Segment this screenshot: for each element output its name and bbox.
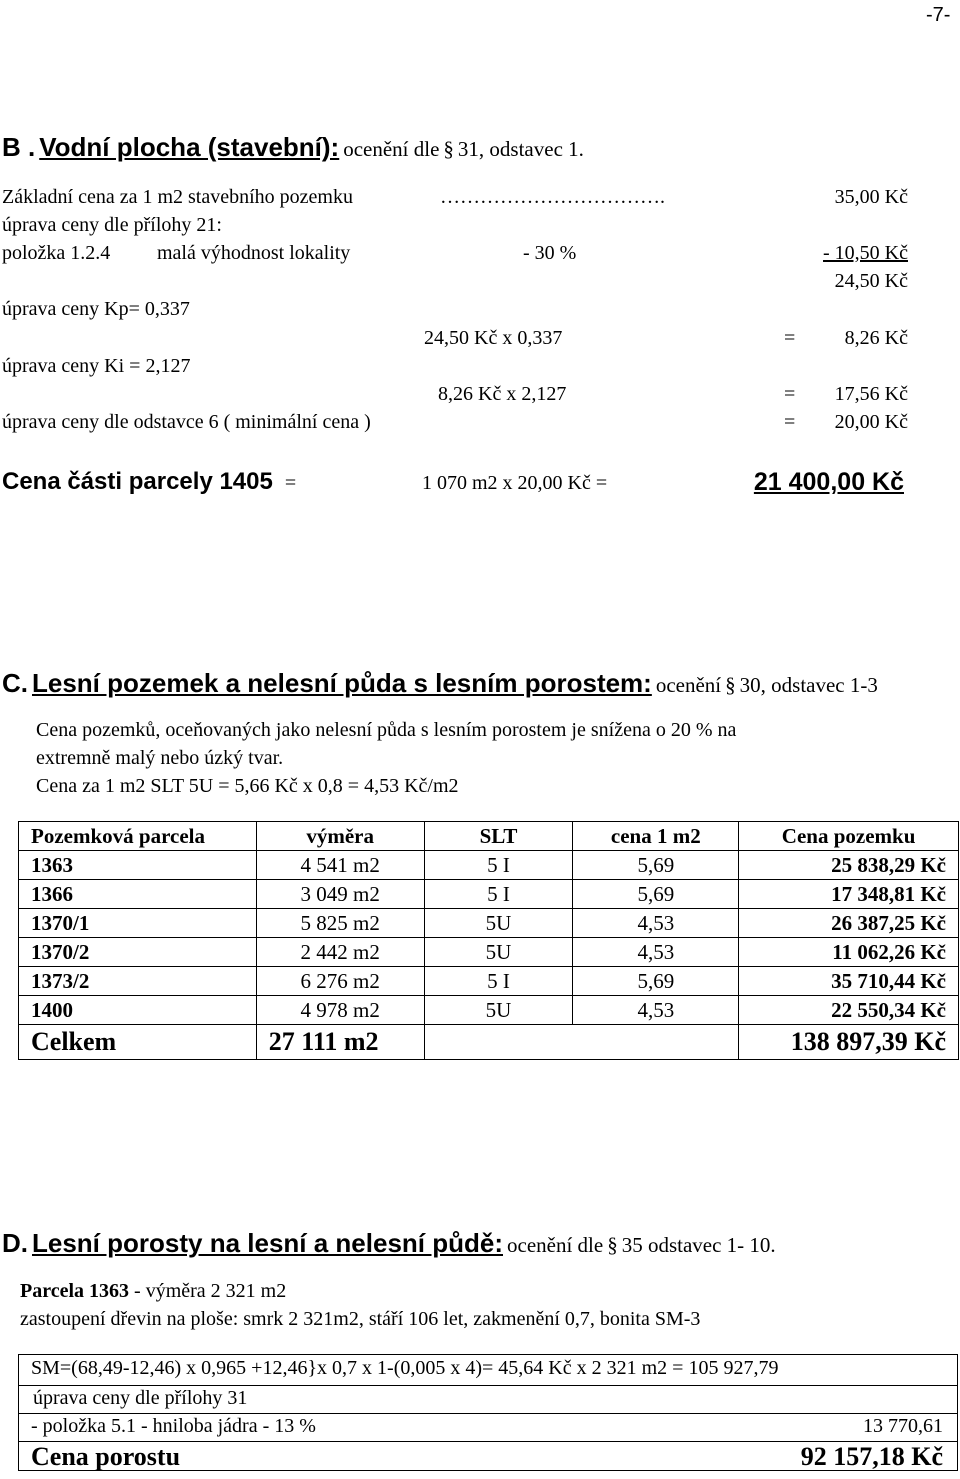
box-divider (19, 1385, 957, 1386)
cell-parcel: 1400 (19, 996, 257, 1025)
item-1-2-4-pct: - 30 % (523, 242, 577, 264)
cell-unit-price: 4,53 (573, 909, 739, 938)
total-area: 27 111 m2 (256, 1025, 424, 1060)
kp-eq: = (784, 327, 796, 349)
stand-total-value: 92 157,18 Kč (800, 1442, 943, 1471)
cell-parcel: 1370/1 (19, 909, 257, 938)
section-c-note-line1: Cena pozemků, oceňovaných jako nelesní půda s lesním porostem je snížena o 20 % na (36, 719, 737, 741)
stand-item-value: 13 770,61 (863, 1415, 943, 1437)
cell-slt: 5 I (424, 851, 573, 880)
cell-land-price: 26 387,25 Kč (739, 909, 959, 938)
ki-eq: = (784, 383, 796, 405)
kp-label: úprava ceny Kp= 0,337 (2, 298, 190, 320)
table-row (19, 996, 959, 1025)
cell-land-price: 22 550,34 Kč (739, 996, 959, 1025)
cell-area: 4 541 m2 (256, 851, 424, 880)
cell-unit-price: 5,69 (573, 967, 739, 996)
item-1-2-4-desc: malá výhodnost lokality (157, 242, 351, 264)
header-area: výměra (256, 822, 424, 851)
paragraph-icon: § (443, 137, 454, 161)
cell-unit-price: 4,53 (573, 996, 739, 1025)
cell-unit-price: 4,53 (573, 938, 739, 967)
parcel-1405-eq: = (284, 472, 297, 494)
cell-unit-price: 5,69 (573, 851, 739, 880)
cell-slt: 5U (424, 909, 573, 938)
table-row (19, 938, 959, 967)
parcel-1363-label: Parcela 1363 (20, 1280, 130, 1302)
section-b-para-ref: 31, odstavec 1. (457, 137, 584, 161)
table-row (19, 851, 959, 880)
section-c-note-line2: extremně malý nebo úzký tvar. (36, 747, 284, 769)
total-empty (424, 1025, 739, 1060)
paragraph-icon: § (607, 1233, 618, 1257)
parcel-1405-calc: 1 070 m2 x 20,00 Kč = (422, 472, 608, 494)
item-1-2-4-value: - 10,50 Kč (823, 242, 908, 264)
section-c-title: Lesní pozemek a nelesní půda s lesním porostem: (32, 668, 652, 698)
min-price-value: 20,00 Kč (834, 411, 908, 433)
header-slt: SLT (424, 822, 573, 851)
species-line: zastoupení dřevin na ploše: smrk 2 321m2, stáří 106 let, zakmenění 0,7, bonita SM-3 (20, 1308, 701, 1330)
total-land-price: 138 897,39 Kč (739, 1025, 959, 1060)
kp-calc: 24,50 Kč x 0,337 (424, 327, 563, 349)
table-row (19, 880, 959, 909)
stand-formula: SM=(68,49-12,46) x 0,965 +12,46}x 0,7 x 1-(0,005 x 4)= 45,64 Kč x 2 321 m2 = 105 927,79 (31, 1357, 779, 1379)
section-b-title-tail: ocenění dle (343, 137, 440, 161)
header-parcel: Pozemková parcela (19, 822, 257, 851)
section-d-heading (2, 1228, 776, 1259)
parcel-1363-area: - výměra 2 321 m2 (129, 1280, 287, 1302)
ki-value: 17,56 Kč (834, 383, 908, 405)
cell-area: 6 276 m2 (256, 967, 424, 996)
item-1-2-4-label: položka 1.2.4 (2, 242, 111, 264)
section-b-title: Vodní plocha (stavební): (39, 132, 340, 162)
page-number: -7- (926, 4, 951, 26)
cell-parcel: 1366 (19, 880, 257, 909)
total-label: Celkem (19, 1025, 257, 1060)
ki-calc: 8,26 Kč x 2,127 (438, 383, 567, 405)
cell-unit-price: 5,69 (573, 880, 739, 909)
section-c-para-ref: 30, odstavec 1-3 (739, 673, 878, 697)
min-price-eq: = (784, 411, 796, 433)
section-c-calc-line: Cena za 1 m2 SLT 5U = 5,66 Kč x 0,8 = 4,53 Kč/m2 (36, 775, 459, 797)
cell-land-price: 17 348,81 Kč (739, 880, 959, 909)
section-b-prefix: B . (2, 132, 36, 162)
parcel-1405-label: Cena části parcely 1405 (2, 468, 273, 495)
section-d-para-ref: 35 odstavec 1- 10. (621, 1233, 776, 1257)
cell-slt: 5U (424, 938, 573, 967)
ki-label: úprava ceny Ki = 2,127 (2, 355, 191, 377)
cell-slt: 5U (424, 996, 573, 1025)
base-price-dots: ……………………………. (440, 186, 665, 208)
cell-land-price: 25 838,29 Kč (739, 851, 959, 880)
section-b-heading (2, 132, 584, 163)
parcel-1405-total (2, 468, 296, 496)
section-d-title: Lesní porosty na lesní a nelesní půdě: (32, 1228, 503, 1258)
table-row (19, 967, 959, 996)
kp-value: 8,26 Kč (844, 327, 908, 349)
stand-total-label: Cena porostu (31, 1442, 181, 1471)
cell-area: 3 049 m2 (256, 880, 424, 909)
paragraph-icon: § (725, 673, 736, 697)
table-row (19, 909, 959, 938)
base-price-label: Základní cena za 1 m2 stavebního pozemku (2, 186, 353, 208)
cell-parcel: 1373/2 (19, 967, 257, 996)
section-c-heading (2, 668, 878, 699)
subtotal-value: 24,50 Kč (834, 270, 908, 292)
cell-area: 2 442 m2 (256, 938, 424, 967)
adjust-annex-21-label: úprava ceny dle přílohy 21: (2, 214, 222, 236)
table-header-row (19, 822, 959, 851)
cell-land-price: 11 062,26 Kč (739, 938, 959, 967)
stand-calculation-box (18, 1354, 958, 1471)
cell-area: 4 978 m2 (256, 996, 424, 1025)
parcel-1363-line (20, 1280, 286, 1303)
table-total-row (19, 1025, 959, 1060)
min-price-label: úprava ceny dle odstavce 6 ( minimální cena ) (2, 411, 371, 433)
section-c-title-tail: ocenění (655, 673, 722, 697)
section-d-title-tail: ocenění dle (507, 1233, 604, 1257)
section-c-prefix: C. (2, 668, 28, 698)
cell-land-price: 35 710,44 Kč (739, 967, 959, 996)
box-divider (19, 1413, 957, 1414)
parcel-table (18, 821, 959, 1060)
section-d-prefix: D. (2, 1228, 28, 1258)
cell-parcel: 1363 (19, 851, 257, 880)
base-price-value: 35,00 Kč (834, 186, 908, 208)
stand-adjust-label: úprava ceny dle přílohy 31 (33, 1387, 248, 1409)
header-land-price: Cena pozemku (739, 822, 959, 851)
cell-slt: 5 I (424, 967, 573, 996)
cell-area: 5 825 m2 (256, 909, 424, 938)
cell-parcel: 1370/2 (19, 938, 257, 967)
parcel-1405-value: 21 400,00 Kč (753, 468, 904, 496)
cell-slt: 5 I (424, 880, 573, 909)
header-unit-price: cena 1 m2 (573, 822, 739, 851)
stand-item-label: - položka 5.1 - hniloba jádra - 13 % (31, 1415, 316, 1437)
